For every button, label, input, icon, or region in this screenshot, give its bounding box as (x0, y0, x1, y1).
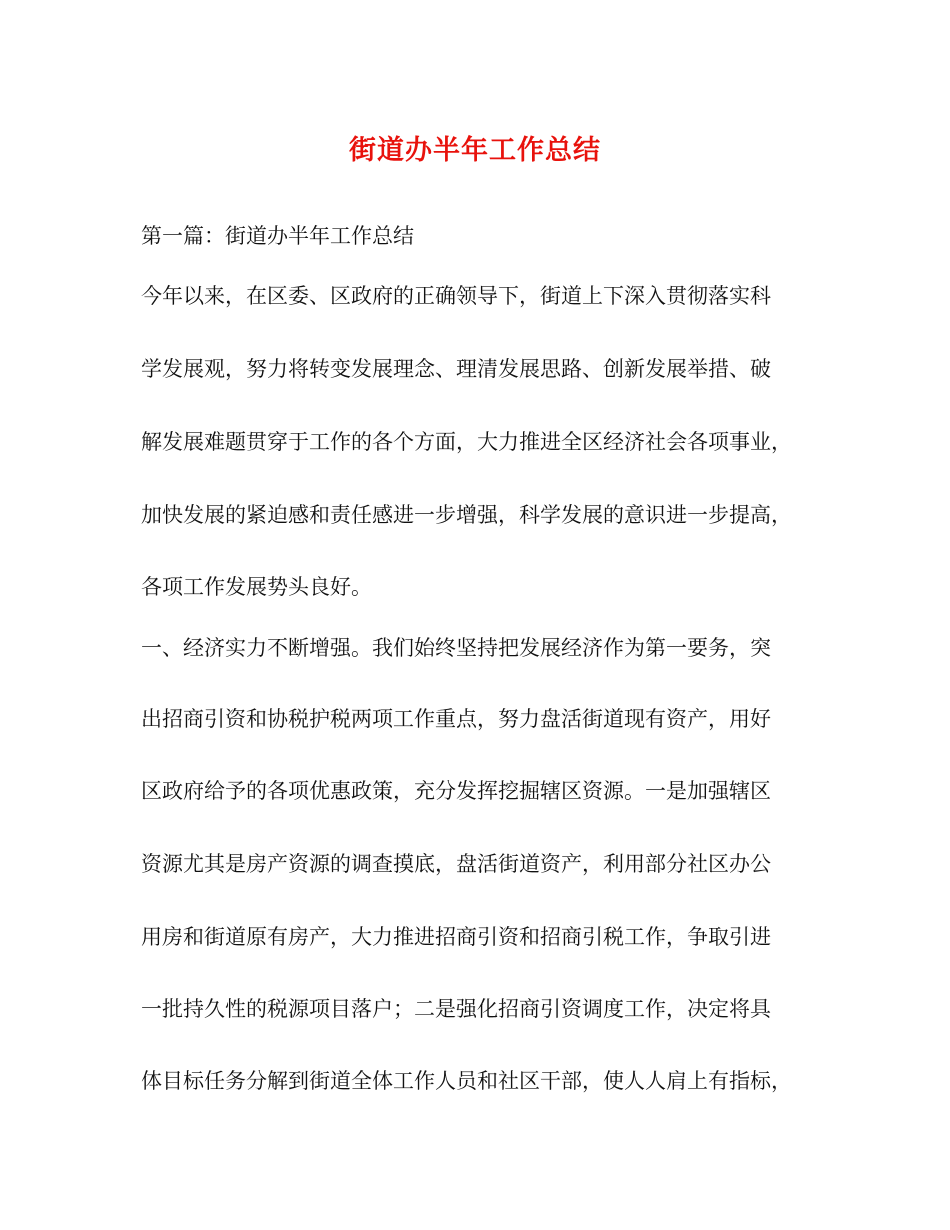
paragraph-1-line: 各项工作发展势头良好。 (141, 575, 372, 599)
paragraph-2-line: 一批持久性的税源项目落户；二是强化招商引资调度工作，决定将具 (141, 997, 771, 1021)
paragraph-2-line: 资源尤其是房产资源的调查摸底，盘活街道资产，利用部分社区办公 (141, 852, 771, 876)
paragraph-1-line: 加快发展的紧迫感和责任感进一步增强，科学发展的意识进一步提高， (141, 503, 792, 527)
paragraph-2-line: 出招商引资和协税护税两项工作重点，努力盘活街道现有资产，用好 (141, 707, 771, 731)
paragraph-2-line: 一、经济实力不断增强。我们始终坚持把发展经济作为第一要务，突 (141, 636, 771, 660)
paragraph-2-line: 区政府给予的各项优惠政策，充分发挥挖掘辖区资源。一是加强辖区 (141, 779, 771, 803)
paragraph-2-line: 体目标任务分解到街道全体工作人员和社区干部，使人人肩上有指标， (141, 1069, 792, 1093)
paragraph-2-line: 用房和街道原有房产，大力推进招商引资和招商引税工作，争取引进 (141, 925, 771, 949)
paragraph-1-line: 解发展难题贯穿于工作的各个方面，大力推进全区经济社会各项事业， (141, 430, 792, 454)
paragraph-1-line: 今年以来，在区委、区政府的正确领导下，街道上下深入贯彻落实科 (141, 284, 771, 308)
document-title: 街道办半年工作总结 (349, 135, 601, 166)
section-subheading: 第一篇：街道办半年工作总结 (141, 224, 414, 248)
paragraph-1-line: 学发展观，努力将转变发展理念、理清发展思路、创新发展举措、破 (141, 357, 771, 381)
